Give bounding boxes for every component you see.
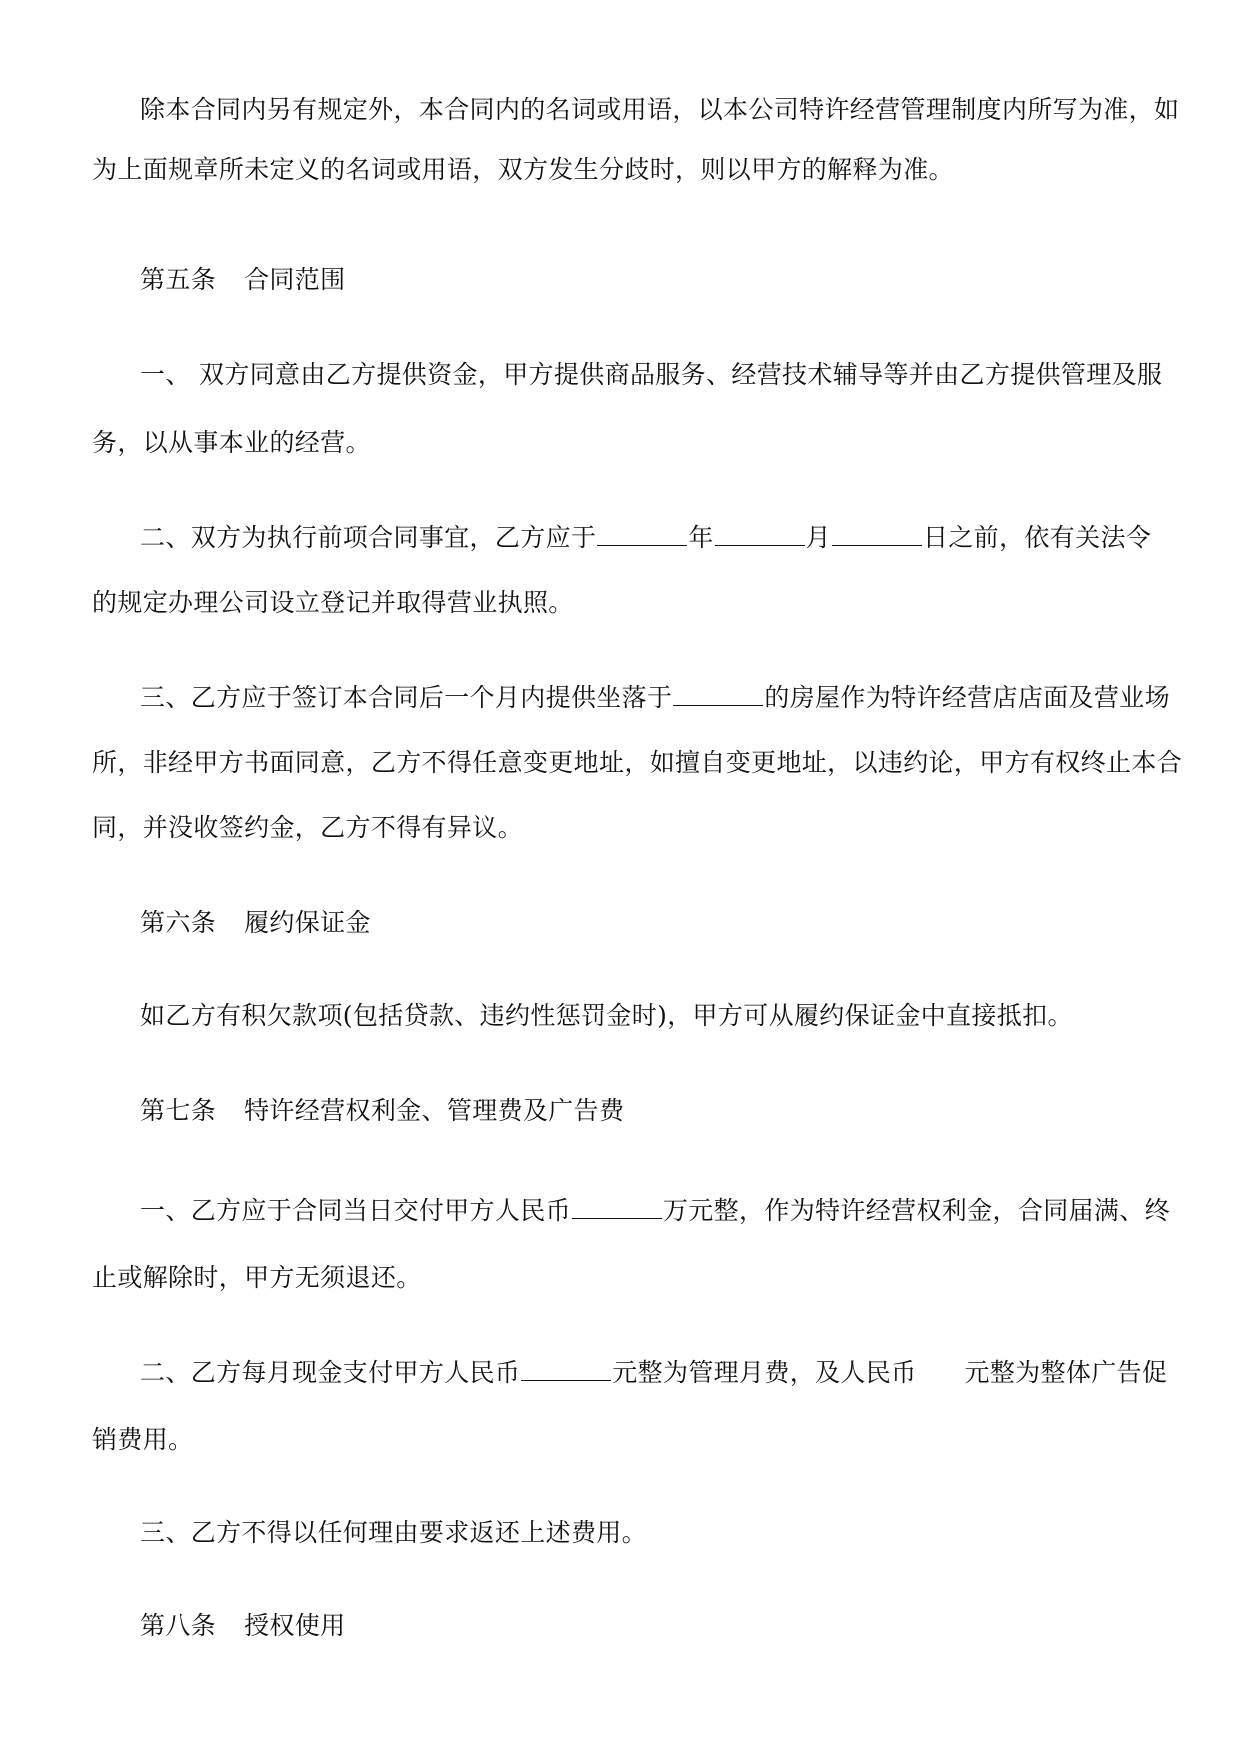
text: 销费用。 [92, 1425, 194, 1454]
fill-blank-day [832, 523, 922, 546]
text: 月 [805, 523, 832, 552]
paragraph-line [140, 357, 1162, 393]
paragraph-line [140, 998, 1073, 1034]
text: 年 [688, 523, 714, 552]
text: 日之前，依有关法令 [923, 523, 1152, 552]
paragraph-line [92, 152, 954, 188]
paragraph-line [92, 1260, 422, 1296]
article-8-heading [140, 1608, 345, 1644]
text: 元整为整体广告促 [964, 1358, 1168, 1387]
fill-blank-year [597, 523, 687, 546]
article-number: 第五条 [140, 265, 217, 294]
article-number: 第六条 [140, 908, 217, 937]
text: 如乙方有积欠款项(包括贷款、违约性惩罚金时)，甲方可从履约保证金中直接抵扣。 [140, 1001, 1073, 1030]
text: 的规定办理公司设立登记并取得营业执照。 [92, 588, 574, 617]
paragraph-line [140, 1355, 1167, 1391]
article-6-heading [140, 905, 371, 941]
text: 三、乙方不得以任何理由要求返还上述费用。 [140, 1518, 648, 1547]
text: 同，并没收签约金，乙方不得有异议。 [92, 813, 523, 842]
paragraph-line [140, 520, 1151, 556]
article-number: 第八条 [140, 1611, 217, 1640]
text: 止或解除时，甲方无须退还。 [92, 1263, 422, 1292]
text: 一、 双方同意由乙方提供资金，甲方提供商品服务、经营技术辅导等并由乙方提供管理及服 [140, 360, 1163, 389]
paragraph-line [140, 1515, 647, 1551]
text: 除本合同内另有规定外，本合同内的名词或用语，以本公司特许经营管理制度内所写为准，如 [140, 95, 1180, 124]
fill-blank-management-fee [521, 1358, 611, 1381]
paragraph-line [92, 585, 574, 621]
paragraph-line [140, 1193, 1170, 1229]
paragraph-line [92, 425, 371, 461]
paragraph-line [92, 745, 1182, 781]
fill-blank-franchise-fee [572, 1196, 662, 1219]
text: 务，以从事本业的经营。 [92, 428, 371, 457]
text: 的房屋作为特许经营店店面及营业场 [764, 683, 1170, 712]
article-title: 授权使用 [244, 1611, 346, 1640]
fill-blank-month [715, 523, 805, 546]
article-title: 合同范围 [244, 265, 346, 294]
text: 一、乙方应于合同当日交付甲方人民币 [140, 1196, 571, 1225]
text: 为上面规章所未定义的名词或用语，双方发生分歧时，则以甲方的解释为准。 [92, 155, 954, 184]
text: 二、双方为执行前项合同事宜，乙方应于 [140, 523, 597, 552]
text: 万元整，作为特许经营权利金，合同届满、终 [662, 1196, 1170, 1225]
article-7-heading [140, 1093, 624, 1129]
text: 所，非经甲方书面同意，乙方不得任意变更地址，如擅自变更地址，以违约论，甲方有权终止本合 [92, 748, 1183, 777]
fill-blank-address [673, 683, 763, 706]
paragraph-line [92, 1422, 193, 1458]
text: 三、乙方应于签订本合同后一个月内提供坐落于 [140, 683, 673, 712]
text: 二、乙方每月现金支付甲方人民币 [140, 1358, 521, 1387]
text: 元整为管理月费，及人民币 [612, 1358, 917, 1387]
article-title: 特许经营权利金、管理费及广告费 [244, 1096, 625, 1125]
paragraph-line [140, 680, 1170, 716]
paragraph-line [92, 810, 523, 846]
article-title: 履约保证金 [244, 908, 371, 937]
article-number: 第七条 [140, 1096, 217, 1125]
paragraph-line [140, 92, 1179, 128]
article-5-heading [140, 262, 345, 298]
